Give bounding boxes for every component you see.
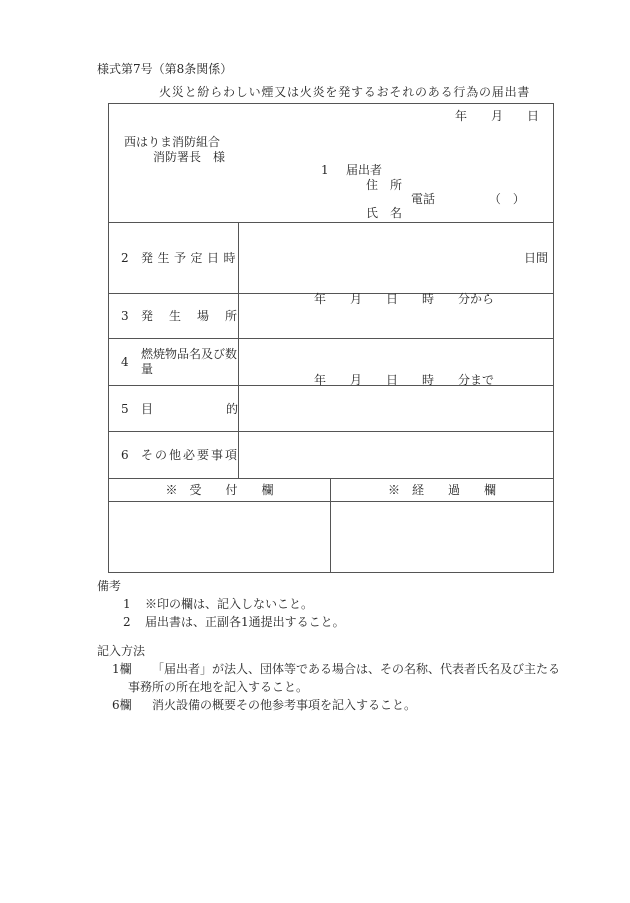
datetime-from-line: 年 月 日 時 分から [314, 292, 495, 306]
instruction-item [112, 662, 560, 676]
remark-text: ※印の欄は、記入しないこと。 [145, 597, 314, 611]
instruction-number: 6欄 [112, 698, 132, 712]
document-title: 火災と紛らわしい煙又は火炎を発するおそれのある行為の届出書 [159, 85, 531, 99]
reception-column-header: ※ 受 付 欄 [109, 479, 331, 501]
name-label: 氏 名 [366, 206, 403, 220]
row-label [141, 402, 238, 416]
table-row-burned-items [109, 338, 553, 385]
row-label-cell [109, 339, 239, 385]
remark-text: 届出書は、正副各1通提出すること。 [145, 615, 345, 629]
row-label-first-char: 目 [141, 401, 154, 416]
purpose-entry-cell [239, 386, 553, 431]
notifier-label: 届出者 [346, 163, 383, 177]
instruction-item [112, 698, 416, 712]
row-label-cell [109, 294, 254, 338]
instructions-heading: 記入方法 [97, 644, 146, 658]
place-entry-cell [239, 294, 553, 338]
stamp-box-row [109, 501, 553, 572]
reception-box [109, 502, 331, 572]
table-row-purpose [109, 385, 553, 431]
progress-column-header: ※ 経 過 欄 [387, 483, 496, 497]
row-label-cell [109, 432, 239, 478]
table-row-other-matters [109, 431, 553, 478]
table-row-place [109, 293, 553, 338]
notification-form-table [108, 103, 554, 573]
other-matters-entry-cell [239, 432, 553, 478]
row-label-last-char: 的 [225, 401, 238, 416]
telephone-label: 電話 [411, 192, 436, 206]
scheduled-datetime-cell [239, 223, 553, 387]
notifier-line [321, 163, 382, 177]
addressee-organization: 西はりま消防組合 [124, 135, 221, 149]
days-label: 日間 [523, 251, 548, 265]
row-number: 4 [121, 355, 129, 369]
addressee-title: 消防署長 様 [153, 150, 226, 164]
instruction-text: 消火設備の概要その他参考事項を記入すること。 [152, 698, 417, 712]
remark-number: 2 [123, 615, 131, 629]
burned-items-entry-cell [239, 339, 553, 385]
header-row [109, 104, 553, 222]
stamp-header-row [109, 478, 553, 501]
row-label: 燃焼物品名及び数量 [141, 347, 238, 376]
instruction-text: 「届出者」が法人、団体等である場合は、その名称、代表者氏名及び主たる [152, 662, 561, 676]
row-number: 3 [121, 309, 129, 323]
row-number: 2 [121, 251, 129, 265]
row-label: その他必要事項 [141, 448, 240, 462]
remark-item [123, 597, 313, 611]
instruction-text-continuation: 事務所の所在地を記入すること。 [128, 680, 309, 694]
row-label-cell [109, 386, 239, 431]
progress-box [331, 502, 553, 572]
datetime-to-line: 年 月 日 時 分まで [314, 373, 495, 387]
row-number: 5 [121, 401, 129, 416]
telephone-parentheses: （ ） [488, 192, 525, 206]
row-label: 発生予定日時 [141, 251, 241, 265]
telephone-line [411, 192, 525, 206]
row-label-cell [109, 223, 239, 293]
form-number: 様式第7号（第8条関係） [97, 62, 233, 76]
remark-item [123, 615, 345, 629]
address-label: 住 所 [366, 178, 403, 192]
row-label: 発生場所 [141, 309, 254, 323]
instruction-number: 1欄 [112, 662, 132, 676]
remark-number: 1 [123, 597, 131, 611]
date-line: 年 月 日 [454, 109, 539, 123]
notifier-number: 1 [321, 163, 329, 177]
remarks-heading: 備考 [97, 579, 122, 593]
row-number: 6 [121, 448, 129, 462]
